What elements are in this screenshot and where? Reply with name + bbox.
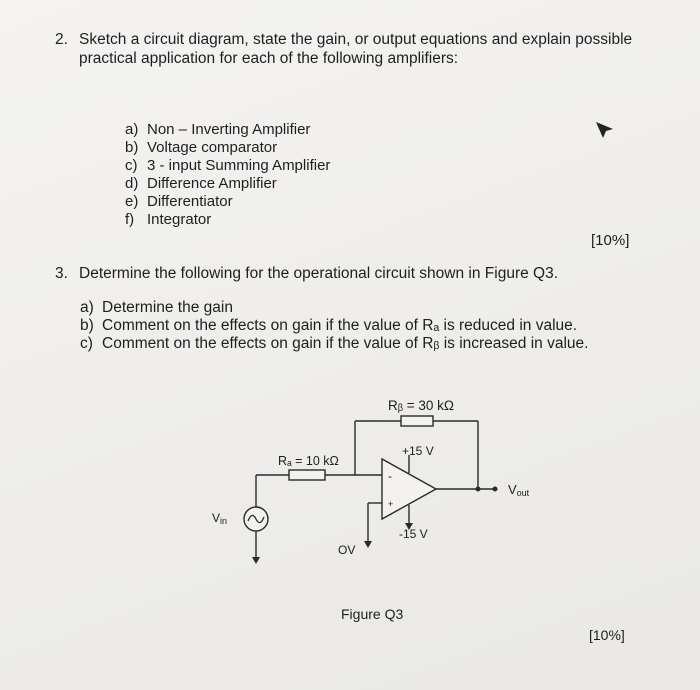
- question-text: Determine the following for the operational circuit shown in Figure Q3.: [79, 265, 559, 282]
- ra-label: Rₐ = 10 kΩ: [278, 454, 339, 468]
- question-number: 2.: [55, 31, 68, 48]
- resistor-ra: [289, 470, 325, 480]
- vout-label: Vout: [508, 482, 530, 498]
- question-text: [79, 30, 632, 68]
- inverting-input-sign: -: [388, 469, 392, 483]
- amplifier-list: [125, 121, 330, 229]
- vin-label: Vin: [212, 511, 228, 526]
- list-item: c) Comment on the effects on gain if the value of Rᵦ is increased in value.: [80, 335, 589, 352]
- positive-supply-label: +15 V: [402, 444, 434, 458]
- list-item: d) Difference Amplifier: [125, 175, 277, 192]
- noninverting-input-sign: +: [388, 499, 394, 509]
- list-item: a) Determine the gain: [80, 299, 233, 316]
- marks-q2: [10%]: [591, 232, 630, 249]
- list-item: b) Voltage comparator: [125, 139, 278, 156]
- negative-supply-label: -15 V: [399, 527, 428, 541]
- list-item: b) Comment on the effects on gain if the value of Rₐ is reduced in value.: [80, 317, 578, 334]
- list-item: e) Differentiator: [125, 193, 233, 210]
- list-item: c) 3 - input Summing Amplifier: [125, 157, 331, 174]
- mouse-pointer-icon: [594, 120, 616, 140]
- ground-arrow-icon: [364, 541, 372, 548]
- ground-label: OV: [338, 543, 356, 557]
- rb-label: Rᵦ = 30 kΩ: [388, 398, 454, 413]
- list-item: f) Integrator: [125, 211, 212, 228]
- circuit-diagram-q3: [190, 385, 550, 595]
- arrow-down-icon: [252, 557, 260, 564]
- junction-dot: [476, 487, 481, 492]
- question-number: 3.: [55, 265, 68, 282]
- question-3-parts: [80, 299, 588, 353]
- question-line: practical application for each of the following amplifiers:: [79, 50, 459, 67]
- resistor-rb: [401, 416, 433, 426]
- figure-caption: Figure Q3: [341, 606, 404, 622]
- question-line: Sketch a circuit diagram, state the gain, or output equations and explain possible: [79, 31, 633, 48]
- list-item: a) Non – Inverting Amplifier: [125, 121, 311, 138]
- marks-q3: [10%]: [589, 627, 625, 643]
- terminal-dot: [493, 487, 498, 492]
